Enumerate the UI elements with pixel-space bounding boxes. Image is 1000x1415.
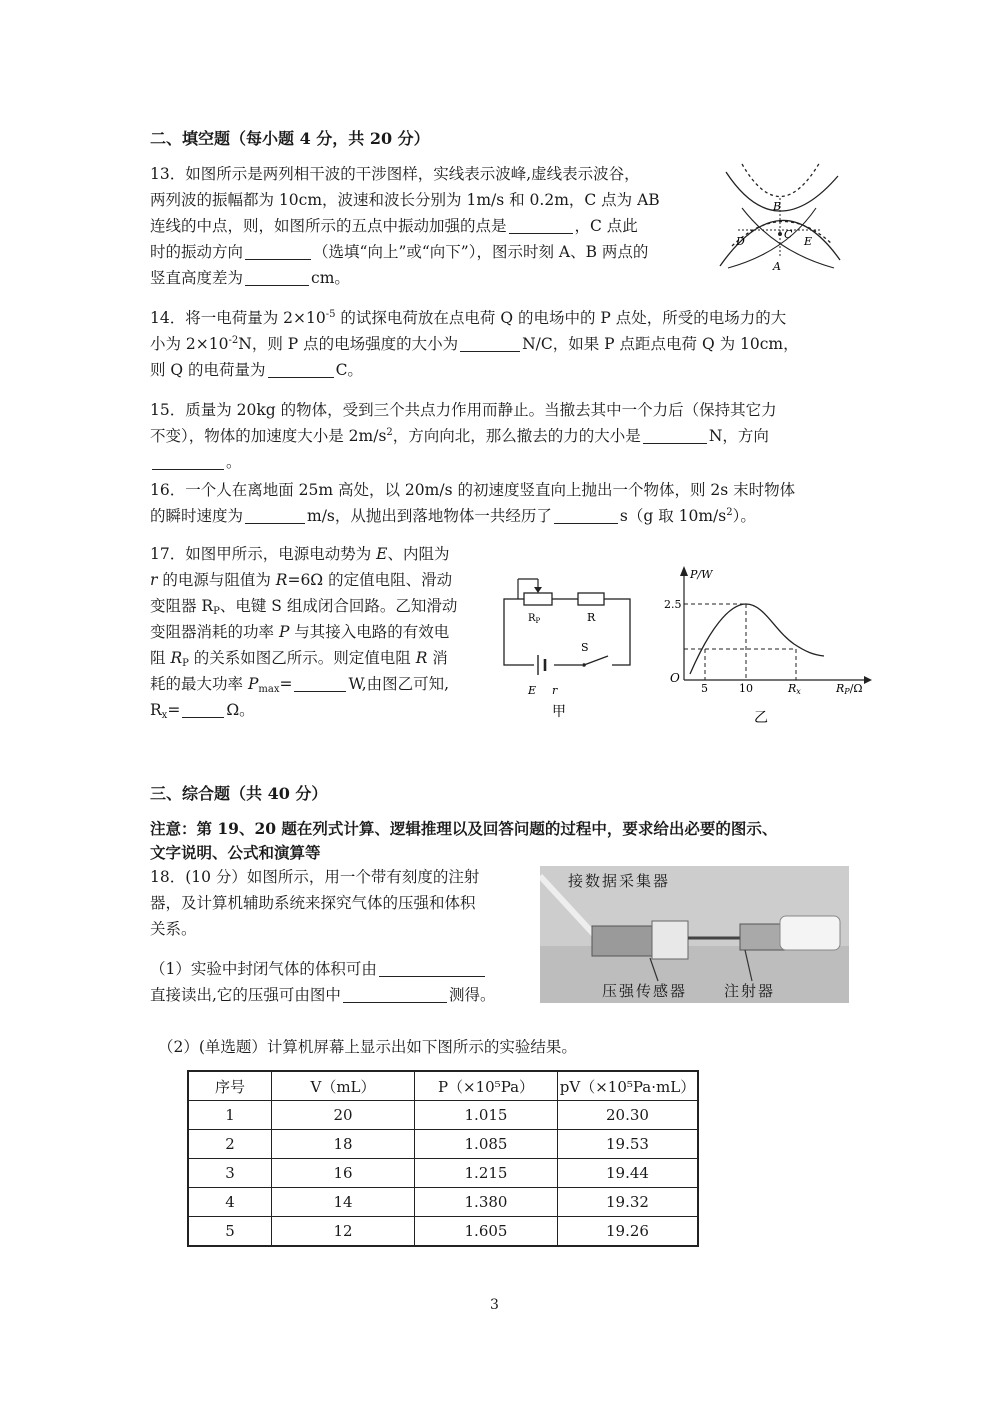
table-cell: 1.380	[415, 1188, 558, 1217]
y-axis-label: P/W	[690, 568, 713, 581]
table-row	[188, 1159, 698, 1188]
table-cell: 4	[188, 1188, 272, 1217]
q15-line2: 不变），物体的加速度大小是 $2m/s^2$，方向向北，那么撤去的力的大小是 N，方向	[150, 427, 769, 445]
table-row	[188, 1217, 698, 1247]
blank[interactable]	[294, 673, 346, 692]
blank[interactable]	[379, 958, 485, 977]
x-tick-10: 10	[739, 682, 753, 695]
q14-line2: 小为 $2\times 10^{-2}N$，则 P 点的电场强度的大小为 N/C，如果 P 点距点电荷 Q 为 10cm，	[150, 335, 799, 353]
table-cell: 1.085	[415, 1130, 558, 1159]
table-header-row	[188, 1071, 698, 1101]
q14-line3: 则 Q 的电荷量为 C。	[150, 361, 363, 379]
rp-sub: P	[535, 617, 541, 625]
q18-part2: （2）(单选题）计算机屏幕上显示出如下图所示的实验结果。	[158, 1038, 577, 1056]
blank[interactable]	[509, 215, 573, 234]
table-cell: 5	[188, 1217, 272, 1247]
q18-line2: 器，及计算机辅助系统来探究气体的压强和体积	[150, 894, 476, 912]
s-label: S	[581, 641, 589, 654]
point-c: C	[784, 228, 793, 241]
table-cell: 1	[188, 1101, 272, 1130]
x-axis-unit: /Ω	[849, 682, 863, 695]
table-cell: 3	[188, 1159, 272, 1188]
point-d: D	[736, 235, 745, 248]
r-label: R	[587, 611, 596, 624]
e-label: E	[528, 684, 537, 697]
table-cell: 1.605	[415, 1217, 558, 1247]
section3-note-line1: 注意：第 19、20 题在列式计算、逻辑推理以及回答问题的过程中，要求给出必要的图示、	[150, 819, 778, 838]
section3-note-line2: 文字说明、公式和演算等	[150, 843, 321, 862]
section2-title: 二、填空题（每小题 4 分，共 20 分）	[150, 129, 430, 148]
blank[interactable]	[460, 333, 520, 352]
blank[interactable]	[554, 505, 618, 524]
blank[interactable]	[152, 451, 224, 470]
q18-part1-line1: （1）实验中封闭气体的体积可由	[150, 956, 487, 982]
q13-line5: 竖直高度差为 cm。	[150, 269, 350, 287]
caption-jia: 甲	[552, 704, 566, 720]
q18-line3: 关系。	[150, 920, 197, 938]
point-b: B	[773, 200, 782, 213]
q17-line6: 耗的最大功率 $P_{max}= W$,由图乙可知,	[150, 675, 450, 695]
q17-line1: 17．如图甲所示，电源电动势为 E、内阻为	[150, 545, 450, 563]
q17-line5: 阻 $R_P$ 的关系如图乙所示。则定值电阻 R 消	[150, 649, 448, 669]
q17-line3: 变阻器 $R_P$、电键 S 组成闭合回路。乙知滑动	[150, 597, 458, 617]
q13-line2: 两列波的振幅都为 10cm，波速和波长分别为 1m/s 和 0.2m，C 点为 AB	[150, 191, 660, 209]
blank[interactable]	[268, 359, 334, 378]
photo-label-syringe: 注射器	[724, 982, 776, 1000]
blank[interactable]	[245, 505, 305, 524]
header-pv: pV（×10⁵Pa·mL）	[558, 1071, 699, 1101]
table-cell: 1.215	[415, 1159, 558, 1188]
interference-diagram	[716, 158, 842, 274]
svg-text:RP	[528, 613, 541, 625]
photo-label-pressure-sensor: 压强传感器	[602, 982, 688, 1000]
table-cell: 20.30	[558, 1101, 699, 1130]
table-cell: 2	[188, 1130, 272, 1159]
svg-text:Rx	[787, 682, 801, 696]
table-row	[188, 1188, 698, 1217]
y-tick-2.5: 2.5	[664, 598, 682, 611]
q17-line7: $R_x= \Omega$。	[150, 701, 255, 721]
q13-line4: 时的振动方向 （选填“向上”或“向下”），图示时刻 A、B 两点的	[150, 243, 649, 261]
header-volume: V（mL）	[272, 1071, 415, 1101]
q16-line2: 的瞬时速度为 m/s，从抛出到落地物体一共经历了 s（g 取 $10m/s^2$）。	[150, 507, 756, 525]
table-cell: 1.015	[415, 1101, 558, 1130]
experiment-photo	[540, 866, 849, 1003]
table-cell: 19.26	[558, 1217, 699, 1247]
circuit-diagram	[498, 565, 636, 725]
blank[interactable]	[245, 241, 311, 260]
table-cell: 12	[272, 1217, 415, 1247]
point-a: A	[773, 260, 781, 273]
page-number: 3	[490, 1297, 499, 1313]
photo-label-collector: 接数据采集器	[568, 872, 671, 890]
x-axis-label: R	[836, 682, 845, 695]
x-tick-rx: R	[788, 682, 797, 695]
blank[interactable]	[643, 425, 707, 444]
table-cell: 19.32	[558, 1188, 699, 1217]
table-cell: 19.44	[558, 1159, 699, 1188]
header-index: 序号	[188, 1071, 272, 1101]
header-pressure: P（×10⁵Pa）	[415, 1071, 558, 1101]
origin-label: O	[670, 671, 680, 685]
caption-yi: 乙	[754, 710, 768, 725]
q13-line1: 13．如图所示是两列相干波的干涉图样，实线表示波峰,虚线表示波谷，	[150, 165, 640, 183]
power-graph	[664, 560, 874, 725]
svg-text:RP/Ω	[835, 682, 863, 696]
table-cell: 18	[272, 1130, 415, 1159]
q13-line3: 连线的中点，则，如图所示的五点中振动加强的点是 ，C 点此	[150, 217, 638, 235]
x-axis-sub: P	[844, 687, 850, 696]
point-e: E	[804, 235, 813, 248]
ri-label: r	[552, 684, 558, 697]
blank[interactable]	[245, 267, 309, 286]
q15-line3: 。	[150, 449, 242, 475]
results-table	[187, 1070, 699, 1247]
q17-line4: 变阻器消耗的功率 P 与其接入电路的有效电	[150, 623, 450, 641]
q14-line1: 14．将一电荷量为 $2\times 10^{-5}$ 的试探电荷放在点电荷 Q 的电场中的 P 点处，所受的电场力的大	[150, 309, 787, 327]
x-tick-5: 5	[701, 682, 708, 695]
q15-line1: 15．质量为 20kg 的物体，受到三个共点力作用而静止。当撤去其中一个力后（保持其它力	[150, 401, 777, 419]
table-row	[188, 1101, 698, 1130]
table-row	[188, 1130, 698, 1159]
blank[interactable]	[182, 699, 224, 718]
blank[interactable]	[343, 984, 447, 1003]
table-cell: 14	[272, 1188, 415, 1217]
x-tick-rx-sub: x	[796, 687, 801, 696]
section3-title: 三、综合题（共 40 分）	[150, 784, 328, 803]
q18-part1-line2: 直接读出,它的压强可由图中 测得。	[150, 986, 496, 1004]
table-cell: 20	[272, 1101, 415, 1130]
table-cell: 16	[272, 1159, 415, 1188]
q18-line1: 18．(10 分）如图所示，用一个带有刻度的注射	[150, 868, 480, 886]
table-cell: 19.53	[558, 1130, 699, 1159]
q16-line1: 16．一个人在离地面 25m 高处，以 20m/s 的初速度竖直向上抛出一个物体，则 2s 末时物体	[150, 481, 796, 499]
rp-label: R	[528, 613, 536, 624]
q17-line2: r 的电源与阻值为 R=6Ω 的定值电阻、滑动	[150, 571, 453, 589]
